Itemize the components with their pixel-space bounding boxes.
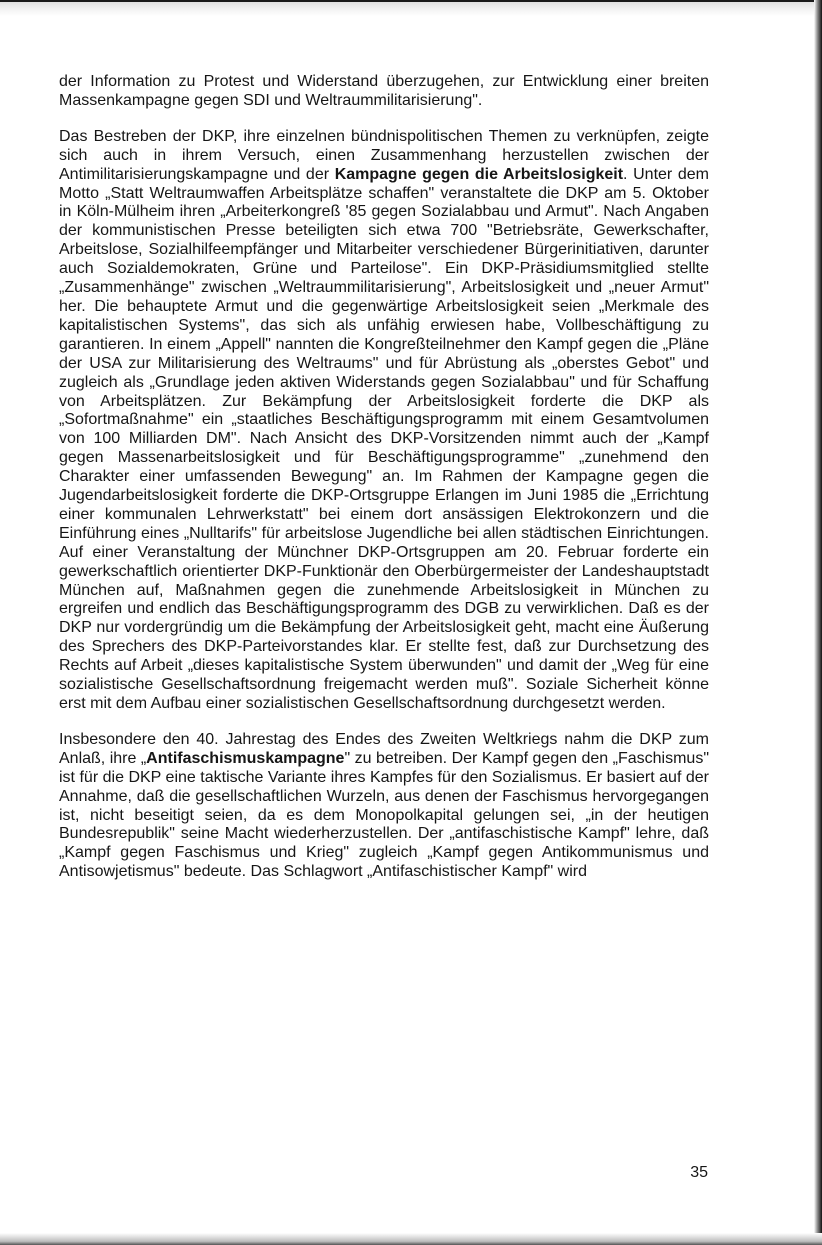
paragraph-continuation: [59, 73, 709, 111]
paragraph-antifaschismus: [59, 731, 709, 882]
bold-term-antifaschismuskampagne: Antifaschismuskampagne: [146, 749, 345, 767]
scan-edge-top: [0, 0, 822, 16]
paragraph-text: Das Bestreben der DKP, ihre einzelnen bündnispolitischen Themen zu verknüpfen, zeigte sich auch in ihrem Versuch, einen Zusammenhang herzustellen zwischen der Antimilitarisierungskampagne und der: [59, 127, 709, 183]
paragraph-text: Insbesondere den 40. Jahrestag des Endes des Zweiten Weltkriegs nahm die DKP zum Anlaß, ihre „: [59, 730, 709, 767]
bold-term-kampagne-gegen-arbeitslosigkeit: Kampagne gegen die Arbeitslosigkeit: [334, 165, 624, 183]
paragraph-text: " zu betreiben. Der Kampf gegen den „Faschismus" ist für die DKP eine taktische Variante ihres Kampfes für den Sozialismus. Er basiert auf der Annahme, daß die gesellschaftlichen Wurzeln, aus denen der Faschismus hervorgegangen ist, nicht beseitigt seien, da es dem Monopolkapital gelungen sei, „in der heutigen Bundesrepublik" seine Macht wiederherzustellen. Der „antifaschistische Kampf" lehre, daß „Kampf gegen Faschismus und Krieg" zugleich „Kampf gegen Antikommunismus und Antisowjetismus" bedeute. Das Schlagwort „Antifaschistischer Kampf" wird: [59, 749, 709, 881]
paragraph-arbeitslosigkeit: [59, 128, 709, 714]
paragraph-text: der Information zu Protest und Widerstand überzugehen, zur Entwicklung einer breiten Massenkampagne gegen SDI und Weltraummilitarisierung".: [59, 73, 709, 109]
scan-edge-bottom: [0, 1233, 822, 1245]
paragraph-text: . Unter dem Motto „Statt Weltraumwaffen Arbeitsplätze schaffen" veranstaltete die DKP am 5. Oktober in Köln-Mülheim ihren „Arbeiterkongreß '85 gegen Sozialabbau und Armut". Nach Angaben der kommunistischen Presse beteiligten sich etwa 700 "Betriebsräte, Gewerkschafter, Arbeitslose, Sozialhilfeempfänger und Mitarbeiter verschiedener Bürgerinitiativen, darunter auch Sozialdemokraten, Grüne und Parteilose". Ein DKP-Präsidiumsmitglied stellte „Zusammenhänge" zwischen „Weltraummilitarisierung", Arbeitslosigkeit und „neuer Armut" her. Die behauptete Armut und die gegenwärtige Arbeitslosigkeit seien „Merkmale des kapitalistischen Systems", das sich als unfähig erwiesen habe, Vollbeschäftigung zu garantieren. In einem „Appell" nannten die Kongreßteilnehmer den Kampf gegen die „Pläne der USA zur Militarisierung des Weltraums" und für Abrüstung als „oberstes Gebot" und zugleich als „Grundlage jeden aktiven Widerstands gegen Sozialabbau" und für Schaffung von Arbeitsplätzen. Zur Bekämpfung der Arbeitslosigkeit forderte die DKP als „Sofortmaßnahme" ein „staatliches Beschäftigungsprogramm mit einem Gesamtvolumen von 100 Milliarden DM". Nach Ansicht des DKP-Vorsitzenden nimmt auch der „Kampf gegen Massenarbeitslosigkeit und für Beschäftigungsprogramme" „zunehmend den Charakter einer umfassenden Bewegung" an. Im Rahmen der Kampagne gegen die Jugendarbeitslosigkeit forderte die DKP-Ortsgruppe Erlangen im Juni 1985 die „Errichtung einer kommunalen Lehrwerkstatt" bei einem dort ansässigen Elektrokonzern und die Einführung eines „Nulltarifs" für arbeitslose Jugendliche bei allen städtischen Einrichtungen. Auf einer Veranstaltung der Münchner DKP-Ortsgruppen am 20. Februar forderte ein gewerkschaftlich orientierter DKP-Funktionär den Oberbürgermeister der Landeshauptstadt München auf, Maßnahmen gegen die zunehmende Arbeitslosigkeit in München zu ergreifen und endlich das Beschäftigungsprogramm des DGB zu verwirklichen. Daß es der DKP nur vordergründig um die Bekämpfung der Arbeitslosigkeit geht, macht eine Äußerung des Sprechers des DKP-Parteivorstandes klar. Er stellte fest, daß zur Durchsetzung des Rechts auf Arbeit „dieses kapitalistische System überwunden" und damit der „Weg für eine sozialistische Gesellschaftsordnung freigemacht werden muß". Soziale Sicherheit könne erst mit dem Aufbau einer sozialistischen Gesellschaftsordnung durchgesetzt werden.: [59, 165, 709, 712]
page-body: [59, 73, 709, 882]
scan-edge-right: [814, 0, 822, 1245]
page-number: 35: [690, 1164, 708, 1181]
